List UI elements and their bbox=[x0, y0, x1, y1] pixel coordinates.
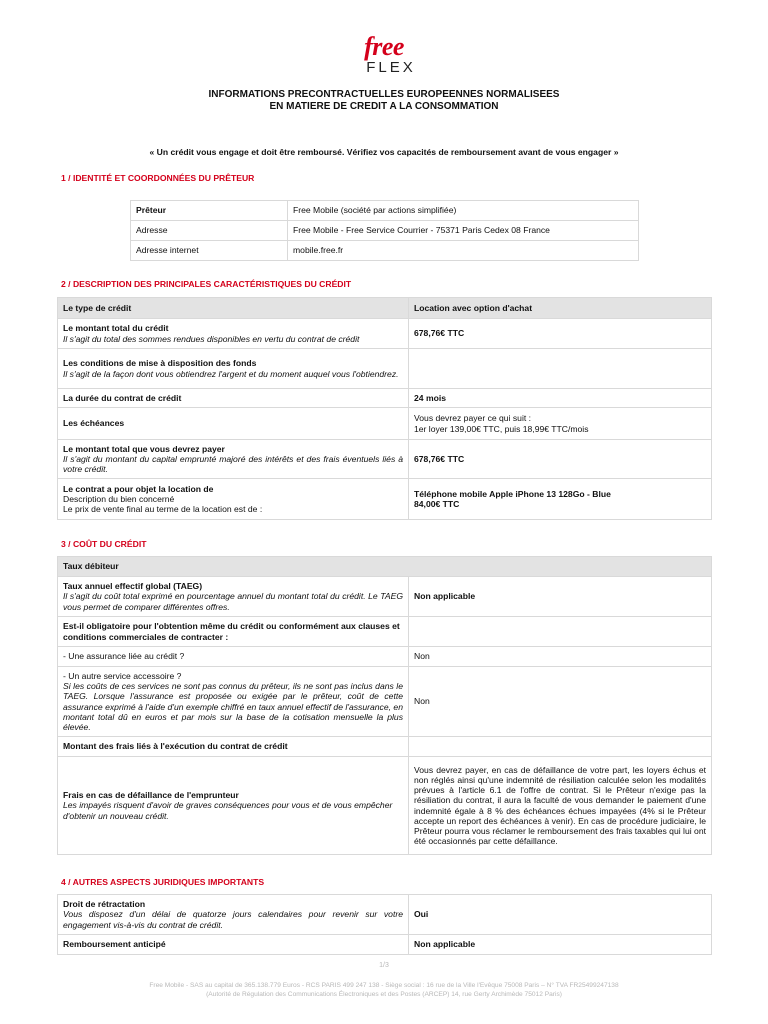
table-row bbox=[58, 895, 712, 935]
execution-fees-value bbox=[409, 737, 712, 757]
title-line-1: INFORMATIONS PRECONTRACTUELLES EUROPEENNES NORMALISEES bbox=[208, 89, 560, 100]
table-row bbox=[58, 647, 712, 667]
credit-cost-table bbox=[57, 556, 712, 855]
lender-value: Free Mobile (société par actions simplifiée) bbox=[288, 201, 639, 221]
lease-object-label: Le contrat a pour objet la location de bbox=[63, 483, 214, 494]
footer-legal-line-1: Free Mobile - SAS au capital de 365.138.779 Euros - RCS PARIS 499 247 138 - Siège social : 16 rue de la Ville l'Evêque 75008 Paris – N° TVA FR25499247138 bbox=[149, 982, 619, 989]
section-1-title: 1 / IDENTITÉ ET COORDONNÉES DU PRÊTEUR bbox=[61, 173, 255, 183]
conditions-label: Les conditions de mise à disposition des fonds bbox=[63, 358, 257, 369]
withdrawal-desc: Vous disposez d'un délai de quatorze jours calendaires pour revenir sur votre engagement vis-à-vis du contrat de crédit. bbox=[63, 909, 403, 930]
warning-quote: « Un crédit vous engage et doit être remboursé. Vérifiez vos capacités de remboursement avant de vous engager » bbox=[149, 147, 619, 157]
logo-sub: FLEX bbox=[366, 59, 416, 76]
other-service-desc: Si les coûts de ces services ne sont pas connus du prêteur, ils ne sont pas inclus dans le TAEG. Lorsque l'assurance est proposée ou exigée par le prêteur, coût de cette assurance exprimé à l'aide d'un exemple chiffré en taux annuel effectif de l'assurance, en montant total dû en euros et par mois sur la base de la cotisation mensuelle la plus élevée. bbox=[63, 681, 403, 732]
table-row bbox=[131, 201, 639, 221]
credit-type-label: Le type de crédit bbox=[58, 298, 409, 319]
total-credit-cell bbox=[58, 319, 409, 349]
default-fees-label: Frais en cas de défaillance de l'emprunteur bbox=[63, 790, 239, 801]
credit-type-value: Location avec option d'achat bbox=[409, 298, 712, 319]
logo-brand: free bbox=[364, 32, 404, 61]
taeg-desc: Il s'agit du coût total exprimé en pourcentage annuel du montant total du crédit. Le TAEG vous permet de comparer différentes offres. bbox=[63, 591, 403, 612]
insurance-label: - Une assurance liée au crédit ? bbox=[58, 647, 409, 667]
total-payable-label: Le montant total que vous devrez payer bbox=[63, 443, 225, 454]
table-header-row bbox=[58, 298, 712, 319]
mandatory-label: Est-il obligatoire pour l'obtention même du crédit ou conformément aux clauses et conditions commerciales de contracter : bbox=[58, 617, 409, 647]
debit-rate-header: Taux débiteur bbox=[58, 557, 712, 577]
total-credit-desc: Il s'agit du total des sommes rendues disponibles en vertu du contrat de crédit bbox=[63, 333, 360, 344]
withdrawal-label: Droit de rétractation bbox=[63, 899, 146, 910]
installments-label: Les échéances bbox=[58, 408, 409, 440]
table-row bbox=[58, 479, 712, 520]
withdrawal-cell bbox=[58, 895, 409, 935]
total-credit-value: 678,76€ TTC bbox=[409, 319, 712, 349]
lease-object-value bbox=[409, 479, 712, 520]
conditions-desc: Il s'agit de la façon dont vous obtiendrez l'argent et du moment auquel vous l'obtiendrez. bbox=[63, 368, 399, 379]
mandatory-value bbox=[409, 617, 712, 647]
early-repayment-value: Non applicable bbox=[409, 935, 712, 955]
website-label: Adresse internet bbox=[131, 241, 288, 261]
table-header-row bbox=[58, 557, 712, 577]
section-4-title: 4 / AUTRES ASPECTS JURIDIQUES IMPORTANTS bbox=[61, 877, 265, 887]
page-number: 1/3 bbox=[379, 962, 389, 969]
table-row bbox=[58, 935, 712, 955]
default-fees-cell bbox=[58, 757, 409, 855]
table-row bbox=[58, 389, 712, 408]
default-fees-desc: Les impayés risquent d'avoir de graves conséquences pour vous et de vous empêcher d'obtenir un nouveau crédit. bbox=[63, 800, 393, 821]
table-row bbox=[58, 577, 712, 617]
installments-line-2: 1er loyer 139,00€ TTC, puis 18,99€ TTC/mois bbox=[414, 423, 589, 434]
free-flex-logo bbox=[0, 34, 768, 76]
withdrawal-value: Oui bbox=[409, 895, 712, 935]
early-repayment-label: Remboursement anticipé bbox=[58, 935, 409, 955]
table-row bbox=[58, 667, 712, 737]
legal-aspects-table bbox=[57, 894, 712, 955]
credit-characteristics-table bbox=[57, 297, 712, 520]
total-payable-desc: Il s'agit du montant du capital emprunté majoré des intérêts et des frais éventuels liés à votre crédit. bbox=[63, 453, 403, 475]
table-row bbox=[131, 241, 639, 261]
address-value: Free Mobile - Free Service Courrier - 75371 Paris Cedex 08 France bbox=[288, 221, 639, 241]
lease-object-line-3: Le prix de vente final au terme de la location est de : bbox=[63, 504, 263, 515]
address-label: Adresse bbox=[131, 221, 288, 241]
title-line-2: EN MATIERE DE CREDIT A LA CONSOMMATION bbox=[269, 101, 499, 112]
table-row bbox=[131, 221, 639, 241]
total-payable-cell bbox=[58, 440, 409, 479]
other-service-cell bbox=[58, 667, 409, 737]
duration-value: 24 mois bbox=[409, 389, 712, 408]
conditions-cell bbox=[58, 349, 409, 389]
taeg-value: Non applicable bbox=[409, 577, 712, 617]
footer-legal-line-2: (Autorité de Régulation des Communications Électroniques et des Postes (ARCEP) 14, rue Gerty Archimède 75012 Paris) bbox=[206, 991, 562, 998]
execution-fees-label: Montant des frais liés à l'exécution du contrat de crédit bbox=[58, 737, 409, 757]
lease-object-final-price: 84,00€ TTC bbox=[414, 499, 460, 509]
other-service-label: - Un autre service accessoire ? bbox=[63, 670, 182, 681]
document-title bbox=[0, 89, 768, 113]
table-row bbox=[58, 737, 712, 757]
default-fees-value: Vous devrez payer, en cas de défaillance de votre part, les loyers échus et non réglés ainsi qu'une indemnité de résiliation calculée selon les modalités prévues à l'article 6.1 de l'offre de contrat. Si le Prêteur n'exige pas la résiliation du contrat, il aura la faculté de vous demander le paiement d'une indemnité égale à 8 % des échéances échues impayées (4% si le Prêteur accepte un report des échéances à venir). En cas de procédure judiciaire, le Prêteur pourra vous réclamer le remboursement des frais taxables qui lui ont été occasionnés par cette défaillance. bbox=[409, 757, 712, 855]
lender-table bbox=[130, 200, 639, 261]
section-3-title: 3 / COÛT DU CRÉDIT bbox=[61, 539, 147, 549]
duration-label: La durée du contrat de crédit bbox=[58, 389, 409, 408]
total-credit-label: Le montant total du crédit bbox=[63, 323, 169, 334]
other-service-value: Non bbox=[409, 667, 712, 737]
lease-object-device: Téléphone mobile Apple iPhone 13 128Go - Blue bbox=[414, 488, 611, 499]
website-value: mobile.free.fr bbox=[288, 241, 639, 261]
table-row bbox=[58, 440, 712, 479]
installments-value bbox=[409, 408, 712, 440]
table-row bbox=[58, 408, 712, 440]
table-row bbox=[58, 757, 712, 855]
section-2-title: 2 / DESCRIPTION DES PRINCIPALES CARACTÉRISTIQUES DU CRÉDIT bbox=[61, 279, 352, 289]
table-row bbox=[58, 319, 712, 349]
total-payable-value: 678,76€ TTC bbox=[409, 440, 712, 479]
installments-line-1: Vous devrez payer ce qui suit : bbox=[414, 413, 532, 424]
taeg-cell bbox=[58, 577, 409, 617]
lender-label: Prêteur bbox=[131, 201, 288, 221]
table-row bbox=[58, 349, 712, 389]
taeg-label: Taux annuel effectif global (TAEG) bbox=[63, 581, 203, 592]
conditions-value bbox=[409, 349, 712, 389]
lease-object-line-2: Description du bien concerné bbox=[63, 493, 175, 504]
insurance-value: Non bbox=[409, 647, 712, 667]
table-row bbox=[58, 617, 712, 647]
lease-object-cell bbox=[58, 479, 409, 520]
